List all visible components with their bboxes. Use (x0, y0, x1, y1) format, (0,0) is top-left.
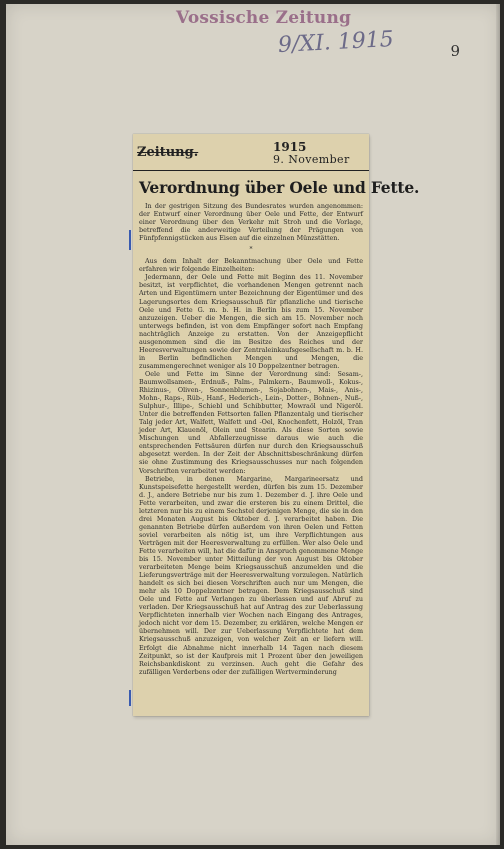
masthead-year: 1915 (273, 140, 307, 154)
clipping-masthead (133, 134, 369, 171)
article-paragraph: Aus dem Inhalt der Bekanntmachung über Oele und Fette erfahren wir folgende Einzelheiten: (139, 257, 363, 274)
section-separator: * (249, 246, 253, 254)
masthead-name: Zeitung. (137, 145, 199, 160)
archive-sheet (6, 4, 500, 845)
handwritten-date: 9/XI. 1915 (277, 26, 395, 59)
sheet-edge (496, 4, 500, 845)
article-paragraph: Jedermann, der Oele und Fette mit Beginn des 11. November besitzt, ist verpflichtet, die vorhandenen Mengen getrennt nach Arten und Eigentümern unter Bezeichnung der Eigentümer und des Lagerungsortes dem Kriegsausschuß für pflanzliche und tierische Oele und Fette G. m. b. H. in Berlin bis zum 15. November anzuzeigen. Ueber die Mengen, die sich am 15. November noch unterwegs befinden, ist von dem Empfänger sofort nach Empfang nachträglich Anzeige zu erstatten. Von der Anzeigepflicht ausgenommen sind die im Besitze des Reiches und der Heeresverwaltungen sowie der Zentraleinkaufsgesellschaft m. b. H. in Berlin befindlichen Mengen und Mengen, die zusammengerechnet weniger als 10 Doppelzentner betragen. (139, 273, 363, 370)
article-headline: Verordnung über Oele und Fette. (139, 178, 420, 197)
article-paragraph: Betriebe, in denen Margarine, Margarineersatz und Kunstspeisefette hergestellt werden, dürfen bis zum 15. Dezember d. J., andere Betriebe nur bis zum 1. Dezember d. J. ihre Oele und Fette verarbeiten, und zwar die ersteren bis zu einem Drittel, die letzteren nur bis zu einem Sechstel derjenigen Menge, die sie in den drei Monaten August bis Oktober d. J. verarbeitet haben. Die genannten Betriebe dürfen außerdem von ihren Oelen und Fetten soviel verarbeiten als nötig ist, um ihre Verpflichtungen aus Verträgen mit der Heeresverwaltung zu erfüllen. Wer also Oele und Fette verarbeiten will, hat die dafür in Anspruch genommene Menge bis 15. November unter Mitteilung der von August bis Oktober verarbeiteten Menge beim Kriegsausschuß anzumelden und die Lieferungsverträge mit der Heeresverwaltung vorzulegen. Natürlich handelt es sich bei diesen Vorschriften auch nur um Mengen, die mehr als 10 Doppelzentner betragen. Dem Kriegsausschuß sind Oele und Fette auf Verlangen zu überlassen und auf Abruf zu verladen. Der Kriegsausschuß hat auf Antrag des zur Ueberlassung Verpflichteten innerhalb vier Wochen nach Eingang des Antrages, jedoch nicht vor dem 15. Dezember, zu erklären, welche Mengen er übernehmen will. Der zur Ueberlassung Verpflichtete hat dem Kriegsausschuß anzuzeigen, von welcher Zeit an er liefern will. Erfolgt die Abnahme nicht innerhalb 14 Tagen nach diesem Zeitpunkt, so ist der Kaufpreis mit 1 Prozent über den jeweiligen Reichsbankdiskont zu verzinsen. Auch geht die Gefahr des zufälligen Verderbens oder der zufälligen Wertverminderung (139, 474, 363, 676)
masthead-date: 9. November (273, 153, 350, 166)
article-intro: In der gestrigen Sitzung des Bundesrates wurden angenommen: der Entwurf einer Verordnung über Oele und Fette, der Entwurf einer Verordnung über den Verkehr mit Stroh und die Vorlage, betreffend die anderweitige Verteilung der Prägungen von Fünfpfennigstücken aus Eisen auf die einzelnen Münzstätten. (139, 202, 363, 243)
newspaper-clipping (133, 134, 420, 716)
page-number: 9 (450, 42, 460, 60)
article-paragraph: Oele und Fette im Sinne der Verordnung sind: Sesam-, Baumwollsamen-, Erdnuß-, Palm-, Palmkern-, Baumwoll-, Kokus-, Rhizinus-, Oliven-, Sonnenblumen-, Sojabohnen-, Mais-, Anis-, Mohn-, Raps-, Rüb-, Hanf-, Hederich-, Lein-, Dotter-, Bohnen-, Nuß-, Sulphur-, Illipe-, Schiebl und Schibbutter, Mowraöl und Nigeröl. Unter die betreffenden Fettsorten fallen Pflanzentalg und tierischer Talg jeder Art, Walfett, Walfett und -Oel, Knochenfett, Holzöl, Tran jeder Art, Klauenöl, Olein und Stearin. Als diese Sorten sowie Mischungen und Abfallerzeugnisse daraus wie auch die entsprechenden Fettsäuren dürfen nur durch den Kriegsausschuß abgesetzt werden. In der Zeit der Abschnittsbeschränkung dürfen sie ohne Zustimmung des Kriegsausschusses nur nach folgenden Vorschriften verarbeitet werden: (139, 369, 363, 475)
newspaper-stamp: Vossische Zeitung (176, 8, 352, 28)
margin-pencil-mark (129, 230, 131, 250)
article-body (139, 202, 363, 676)
margin-pencil-mark (129, 690, 131, 706)
